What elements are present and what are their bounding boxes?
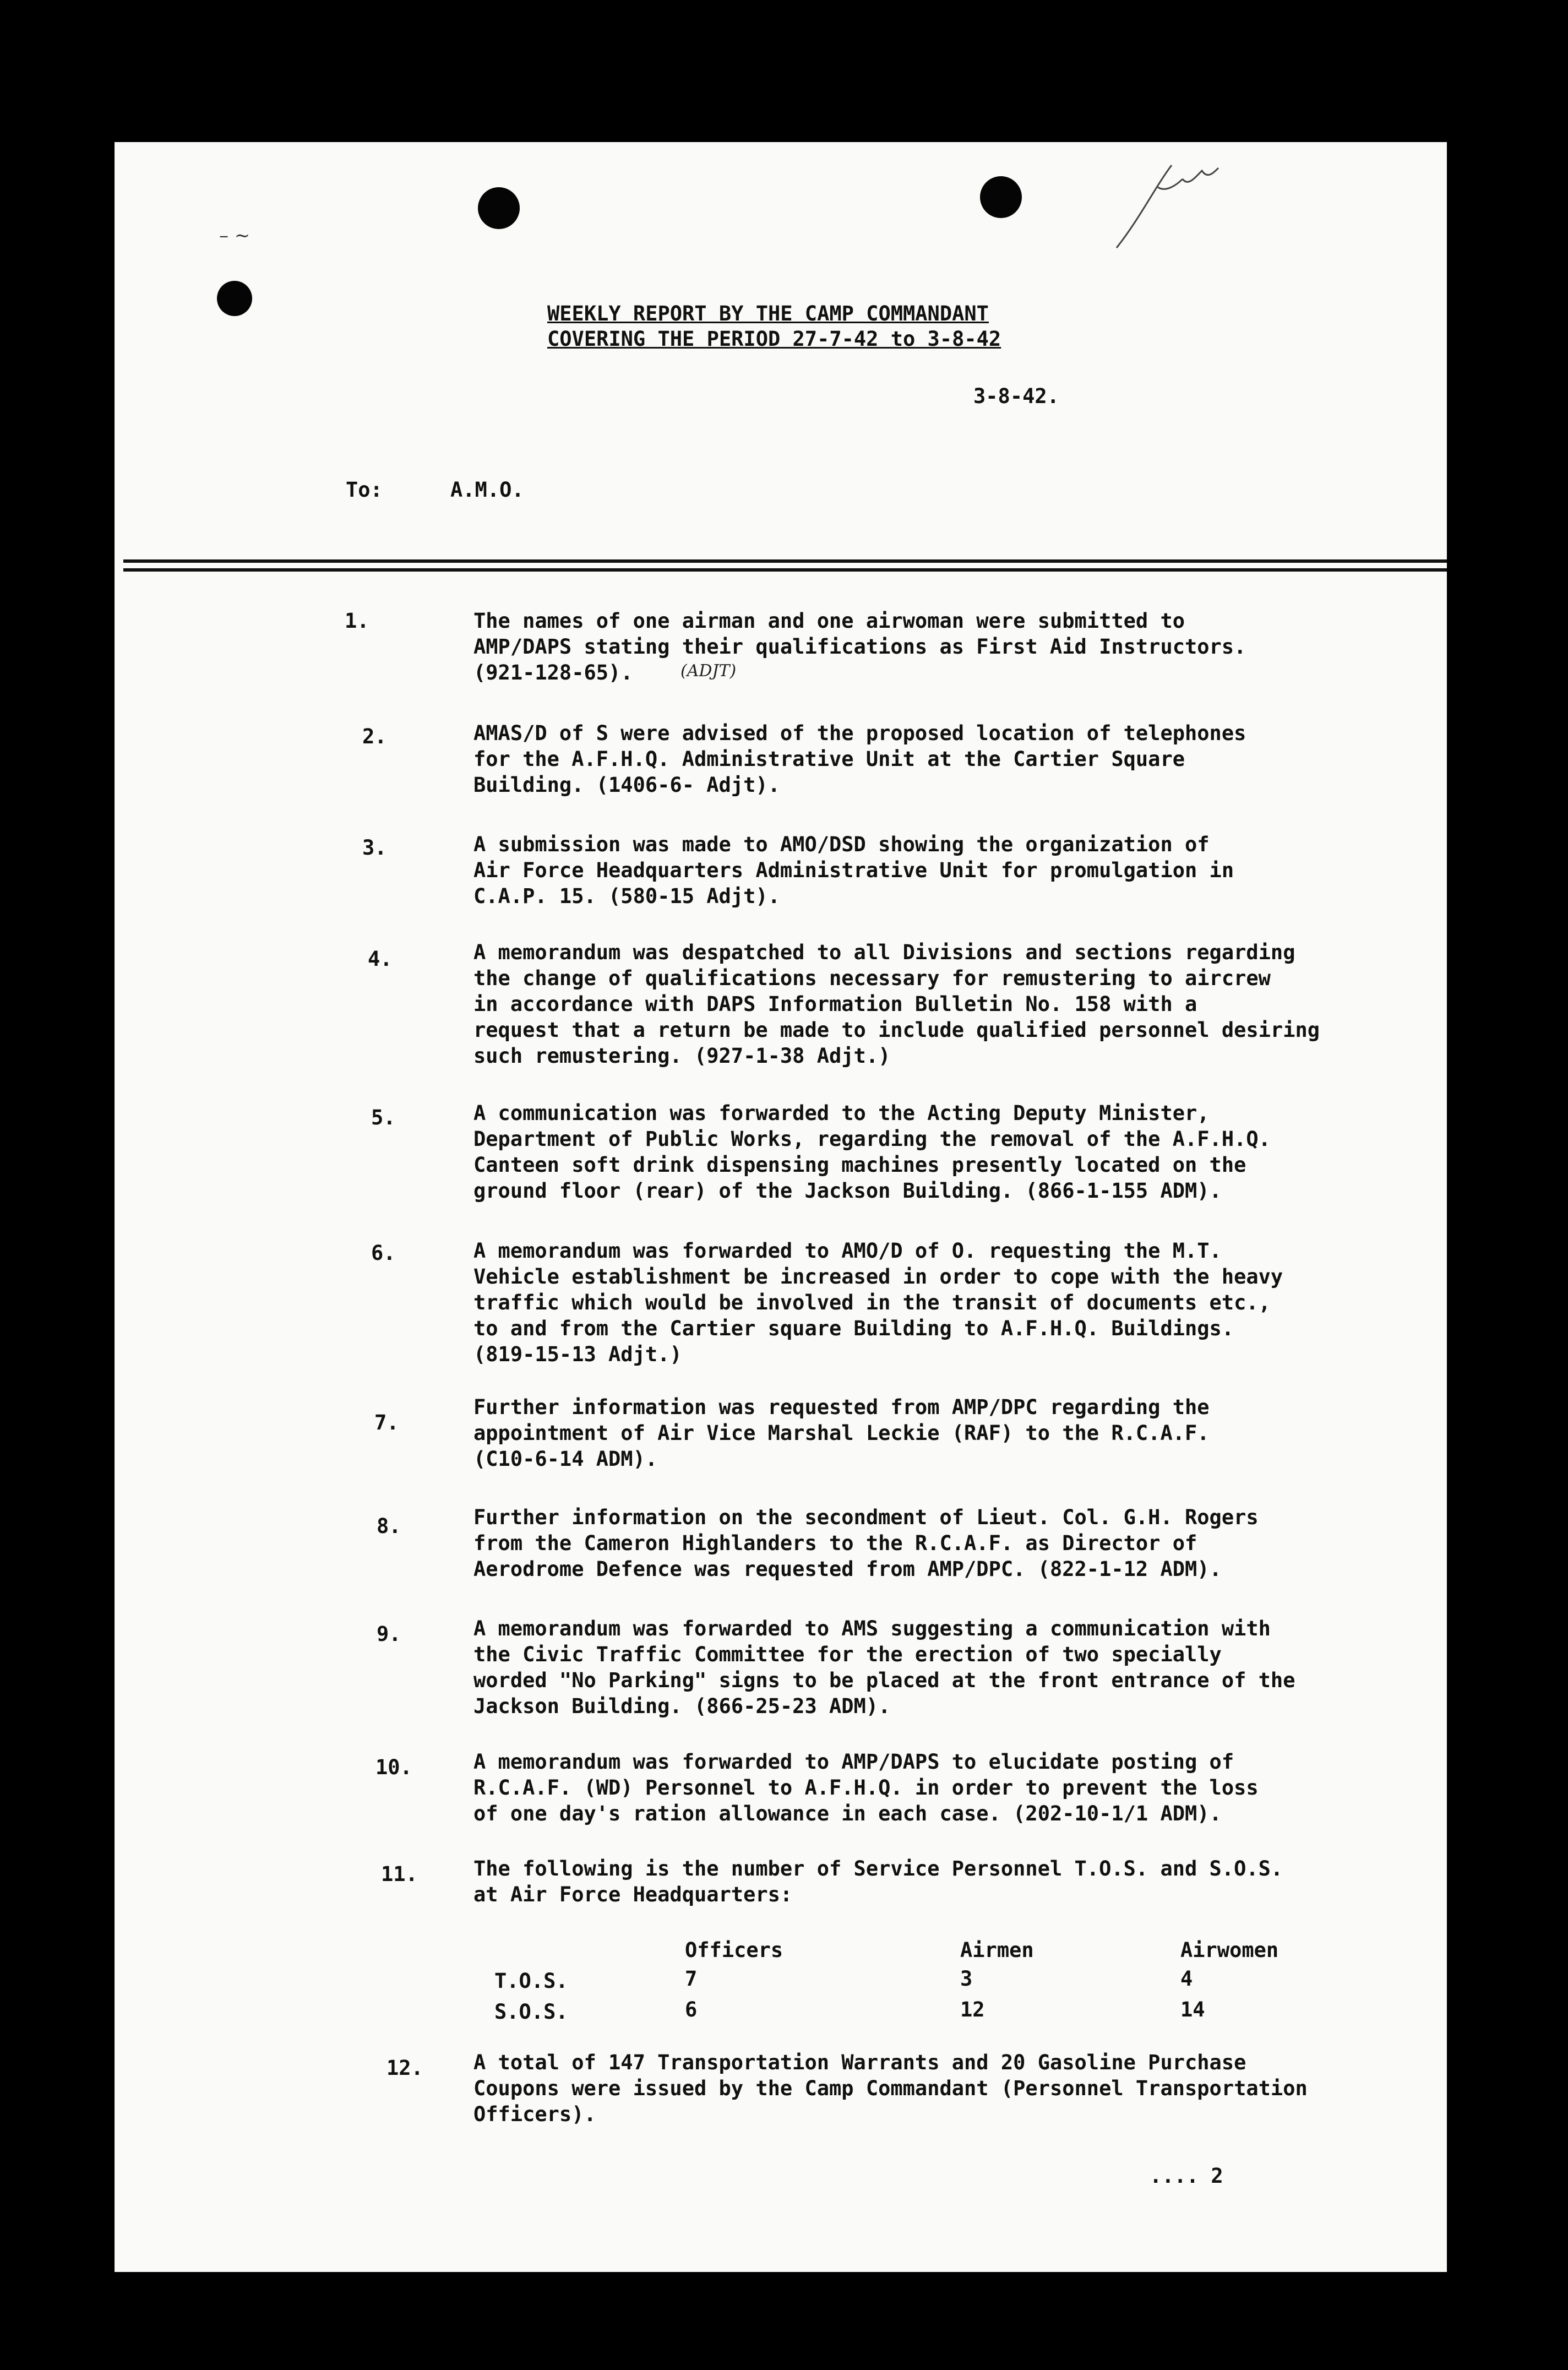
item-text: AMAS/D of S were advised of the proposed location of telephones for the A.F.H.Q. Administrative Unit at the Cartier Square Building. (1406-6- Adjt). — [473, 721, 1246, 797]
handwritten-annotation-adjt: (ADJT) — [680, 661, 737, 681]
item-number: 8. — [377, 1514, 401, 1538]
table-cell: 14 — [1180, 1998, 1205, 2021]
item-text: The following is the number of Service Personnel T.O.S. and S.O.S. at Air Force Headquarters: — [473, 1857, 1283, 1906]
table-cell: 7 — [685, 1967, 698, 1991]
item-text: The names of one airman and one airwoman were submitted to AMP/DAPS stating their qualifications as First Aid Instructors. (921-128-65). — [473, 609, 1246, 684]
item-text: Further information on the secondment of Lieut. Col. G.H. Rogers from the Cameron Highlanders to the R.C.A.F. as Director of Aerodrome Defence was requested from AMP/DPC. (822-1-12 ADM). — [473, 1505, 1259, 1581]
punch-hole-top-left — [478, 187, 520, 229]
item-number: 7. — [374, 1411, 399, 1434]
table-row-label: T.O.S. — [494, 1969, 568, 1993]
item-number: 2. — [362, 725, 387, 748]
item-text: A total of 147 Transportation Warrants and 20 Gasoline Purchase Coupons were issued by the Camp Commandant (Personnel Transportation Officers). — [473, 2051, 1308, 2126]
item-number: 12. — [386, 2056, 423, 2080]
table-header-officers: Officers — [685, 1938, 783, 1962]
item-text: A memorandum was forwarded to AMO/D of O. requesting the M.T. Vehicle establishment be increased in order to cope with the heavy traffic which would be involved in the transit of documents etc., to and from the Cartier square Building to A.F.H.Q. Buildings. (819-15-13 Adjt.) — [473, 1239, 1283, 1366]
divider-rule-bottom — [123, 568, 1447, 572]
table-header-airwomen: Airwomen — [1180, 1938, 1279, 1962]
report-title: WEEKLY REPORT BY THE CAMP COMMANDANT — [547, 302, 989, 325]
punch-hole-top-right — [980, 176, 1022, 218]
item-number: 9. — [377, 1622, 401, 1646]
item-number: 4. — [368, 947, 393, 971]
report-date: 3-8-42. — [973, 384, 1059, 408]
item-number: 6. — [371, 1241, 396, 1265]
table-header-airmen: Airmen — [960, 1938, 1034, 1962]
report-period: COVERING THE PERIOD 27-7-42 to 3-8-42 — [547, 327, 1001, 351]
table-cell: 4 — [1180, 1967, 1193, 1991]
item-number: 5. — [371, 1106, 396, 1129]
document-page — [115, 142, 1447, 2272]
page-continuation: .... 2 — [1150, 2164, 1223, 2188]
table-cell: 12 — [960, 1998, 985, 2021]
item-number: 1. — [345, 609, 369, 633]
item-number: 11. — [381, 1862, 418, 1886]
item-text: A memorandum was forwarded to AMP/DAPS to elucidate posting of R.C.A.F. (WD) Personnel to A.F.H.Q. in order to prevent the loss of one day's ration allowance in each case. (202-10-1/1 ADM). — [473, 1750, 1259, 1825]
table-cell: 6 — [685, 1998, 698, 2021]
to-recipient: A.M.O. — [450, 478, 524, 502]
table-row-label: S.O.S. — [494, 2000, 568, 2024]
item-text: Further information was requested from AMP/DPC regarding the appointment of Air Vice Marshal Leckie (RAF) to the R.C.A.F. (C10-6-14 ADM). — [473, 1395, 1210, 1471]
to-label: To: — [346, 478, 383, 502]
item-text: A communication was forwarded to the Acting Deputy Minister, Department of Public Works, regarding the removal of the A.F.H.Q. Canteen soft drink dispensing machines presently located on the ground floor (rear) of the Jackson Building. (866-1-155 ADM). — [473, 1101, 1271, 1203]
handwritten-initials — [1106, 154, 1227, 253]
table-cell: 3 — [960, 1967, 973, 1991]
item-text: A memorandum was despatched to all Divisions and sections regarding the change of qualifications necessary for remustering to aircrew in accordance with DAPS Information Bulletin No. 158 with a request that a return be made to include qualified personnel desiring such remustering. (927-1-38 Adjt.) — [473, 941, 1320, 1068]
smudge-mark: – ∼ — [219, 225, 251, 247]
item-number: 3. — [362, 836, 387, 860]
item-text: A memorandum was forwarded to AMS suggesting a communication with the Civic Traffic Committee for the erection of two specially worded "No Parking" signs to be placed at the front entrance of the Jackson Building. (866-25-23 ADM). — [473, 1617, 1295, 1718]
divider-rule-top — [123, 559, 1447, 563]
punch-hole-left — [217, 281, 252, 316]
item-number: 10. — [375, 1755, 412, 1779]
item-text: A submission was made to AMO/DSD showing the organization of Air Force Headquarters Administrative Unit for promulgation in C.A.P. 15. (580-15 Adjt). — [473, 833, 1234, 908]
